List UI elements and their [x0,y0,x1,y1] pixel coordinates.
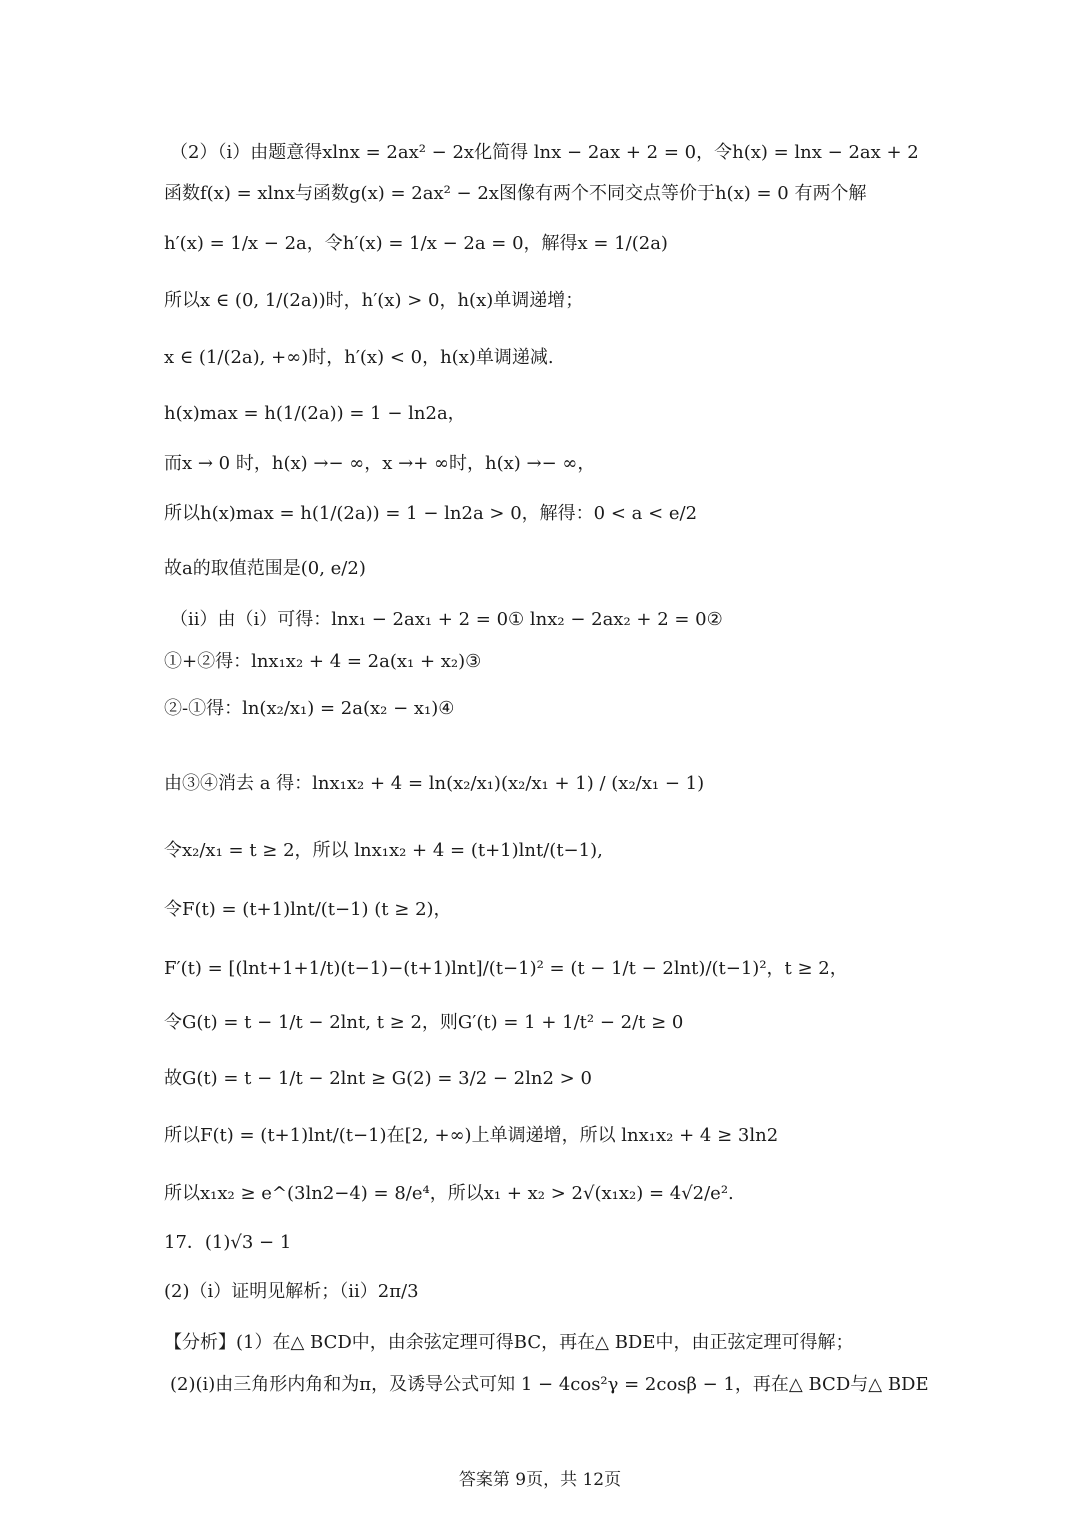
solution-line-7: 而x → 0 时，h(x) →− ∞，x →+ ∞时，h(x) →− ∞， [164,453,596,474]
analysis-line-1: 【分析】(1）在△ BCD中，由余弦定理可得BC，再在△ BDE中，由正弦定理可得解； [164,1332,854,1353]
solution-line-10: （ii）由（i）可得：lnx₁ − 2ax₁ + 2 = 0① lnx₂ − 2ax₂ + 2 = 0② [170,609,723,630]
solution-line-12: ②-①得：ln(x₂/x₁) = 2a(x₂ − x₁)④ [164,698,455,719]
problem-17-answer-1: 17．(1)√3 − 1 [164,1232,292,1253]
problem-17-answer-2: (2)（i）证明见解析；（ii）2π/3 [164,1281,419,1302]
solution-line-15: 令F(t) = (t+1)lnt/(t−1) (t ≥ 2)， [164,899,452,920]
solution-line-2: 函数f(x) = xlnx与函数g(x) = 2ax² − 2x图像有两个不同交点等价于h(x) = 0 有两个解 [164,183,867,204]
solution-line-5: x ∈ (1/(2a), +∞)时，h′(x) < 0，h(x)单调递减. [164,347,554,368]
solution-line-14: 令x₂/x₁ = t ≥ 2，所以 lnx₁x₂ + 4 = (t+1)lnt/(t−1), [164,840,603,861]
solution-line-9: 故a的取值范围是(0, e/2) [164,558,366,579]
solution-line-16: F′(t) = [(lnt+1+1/t)(t−1)−(t+1)lnt]/(t−1)² = (t − 1/t − 2lnt)/(t−1)²，t ≥ 2， [164,958,848,979]
analysis-line-2: (2)(i)由三角形内角和为π，及诱导公式可知 1 − 4cos²γ = 2cosβ − 1，再在△ BCD与△ BDE [170,1374,929,1395]
solution-line-18: 故G(t) = t − 1/t − 2lnt ≥ G(2) = 3/2 − 2ln2 > 0 [164,1068,592,1089]
solution-line-13: 由③④消去 a 得：lnx₁x₂ + 4 = ln(x₂/x₁)(x₂/x₁ + 1) / (x₂/x₁ − 1) [164,773,705,794]
solution-line-19: 所以F(t) = (t+1)lnt/(t−1)在[2, +∞)上单调递增，所以 lnx₁x₂ + 4 ≥ 3ln2 [164,1125,779,1146]
solution-line-17: 令G(t) = t − 1/t − 2lnt, t ≥ 2，则G′(t) = 1 + 1/t² − 2/t ≥ 0 [164,1012,684,1033]
solution-line-11: ①+②得：lnx₁x₂ + 4 = 2a(x₁ + x₂)③ [164,651,482,672]
solution-line-4: 所以x ∈ (0, 1/(2a))时，h′(x) > 0，h(x)单调递增； [164,290,584,311]
solution-line-6: h(x)max = h(1/(2a)) = 1 − ln2a， [164,403,466,424]
solution-line-20: 所以x₁x₂ ≥ e^(3ln2−4) = 8/e⁴，所以x₁ + x₂ > 2√(x₁x₂) = 4√2/e². [164,1183,734,1204]
page-footer: 答案第 9页，共 12页 [458,1470,622,1490]
solution-line-3: h′(x) = 1/x − 2a，令h′(x) = 1/x − 2a = 0，解得x = 1/(2a) [164,233,668,254]
solution-line-1: （2）（i）由题意得xlnx = 2ax² − 2x化简得 lnx − 2ax + 2 = 0，令h(x) = lnx − 2ax + 2 [170,142,919,163]
solution-line-8: 所以h(x)max = h(1/(2a)) = 1 − ln2a > 0，解得：0 < a < e/2 [164,503,698,524]
